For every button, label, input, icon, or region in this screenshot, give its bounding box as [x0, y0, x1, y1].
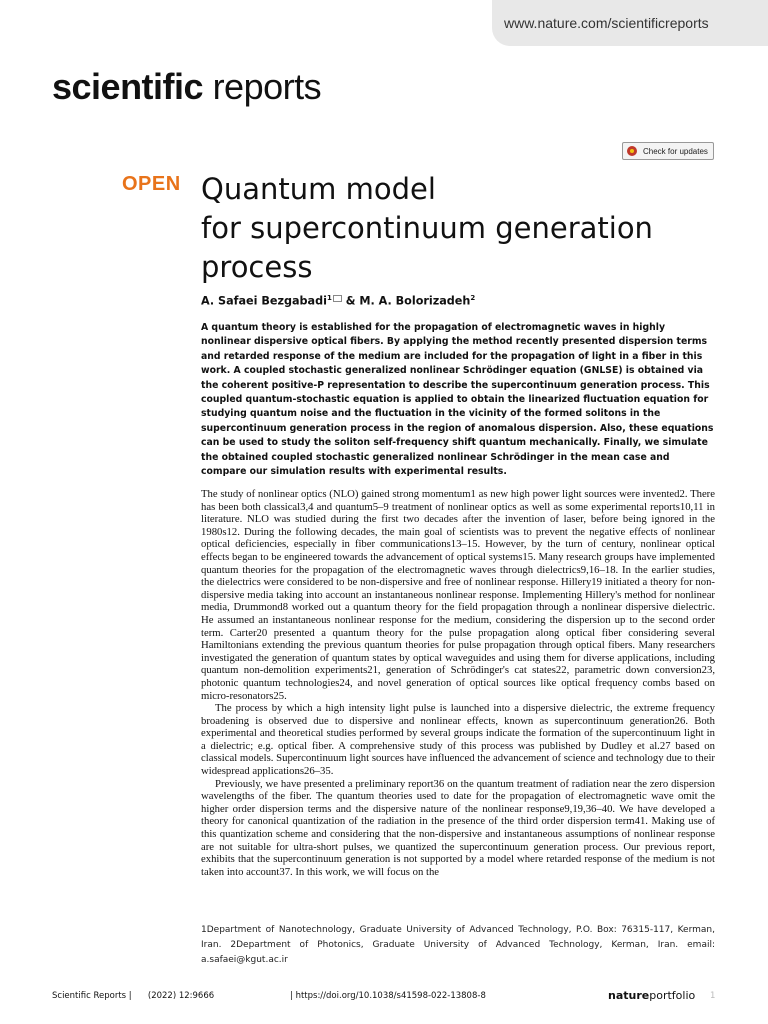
publisher-logo: [608, 989, 695, 1002]
journal-logo-light: reports: [203, 66, 322, 107]
author-name[interactable]: M. A. Bolorizadeh: [359, 294, 471, 308]
publisher-light: portfolio: [649, 989, 696, 1002]
publisher-bold: nature: [608, 989, 650, 1002]
page-number: 1: [710, 991, 716, 1001]
title-line: process: [201, 250, 313, 284]
journal-logo-bold: scientific: [52, 66, 204, 107]
author-name[interactable]: A. Safaei Bezgabadi: [201, 294, 327, 308]
crossmark-icon: [627, 146, 637, 156]
check-for-updates-button[interactable]: [622, 142, 714, 160]
author-list: [201, 294, 475, 308]
page-footer: [52, 989, 716, 1005]
journal-url[interactable]: www.nature.com/scientificreports: [492, 0, 768, 46]
abstract: A quantum theory is established for the propagation of electromagnetic waves in highly nonlinear dispersive optical fibers. By applying the method recently presented dispersion terms and retarded response of the medium are included for the propagation of light in a fiber in this work. A coupled stochastic generalized nonlinear Schrödinger equation (GNLSE) is obtained via the coherent positive-P representation to describe the supercontinuum generation process. This coupled quantum-stochastic equation is applied to obtain the linearized fluctuation equation for studying quantum noise and the fluctuation in the vicinity of the formed solitons in the supercontinuum generation process in the region of anomalous dispersion. Also, these equations can be used to study the soliton self-frequency shift quantum mechanically. Finally, we simulate the obtained coupled stochastic generalized nonlinear Schrödinger in the mean case and compare our simulation results with experimental results.: [201, 322, 714, 478]
footer-journal: Scientific Reports |: [52, 991, 132, 1001]
footer-volume: (2022) 12:9666: [147, 991, 215, 1001]
affiliation-ref: 2: [470, 294, 476, 302]
body-paragraph: Previously, we have presented a preliminary report36 on the quantum treatment of radiation near the zero dispersion wavelengths of the fiber. The quantum theories used to date for the propagation of electromagnetic wave omit the higher order dispersion terms and the dispersive nature of the nonlinear response9,19,36–40. We have developed a theory for canonical quantization of the radiation in the presence of the third order dispersion term41. Making use of this quantization scheme and considering that the non-dispersive and instantaneous assumptions of nonlinear response are not suitable for ultra-short pulses, we quantized the supercontinuum generation process. Our previous report, exhibits that the supercontinuum generation is not supported by a model where retarded response of the medium is not taken into account37. In this work, we will focus on the: [201, 777, 715, 878]
article-title: [201, 170, 721, 287]
footer-doi-link[interactable]: | https://doi.org/10.1038/s41598-022-13808-8: [290, 991, 486, 1001]
affiliation-ref: 1: [326, 294, 332, 302]
envelope-icon[interactable]: [333, 295, 342, 302]
body-paragraph: The study of nonlinear optics (NLO) gained strong momentum1 as new high power light sources were invented2. There has been both classical3,4 and quantum5–9 treatment of nonlinear optics as well as some experimental reports10,11 in literature. NLO was studied during the first two decades after the invention of laser, before being ignored in the 1980s12. During the following decades, the main goal of scientists was to prevent the negative effects of nonlinear optical deficiencies, especially in fiber communications13–15. However, by the turn of century, nonlinear optical effects began to be engineered towards the advancement of optical systems15. Many research groups have implemented quantum theories for the propagation of the electromagnetic waves through dielectrics9,16–18. In the earlier studies, the dielectrics were considered to be non-dispersive and free of nonlinear response. Hillery19 initiated a theory for non-dispersive media taking into account an instantaneous nonlinear response. Implementing Hillery's method for nonlinear media, Drummond8 worked out a quantum theory for the field propagation through a nonlinear dispersive dielectric. He assumed an instantaneous nonlinear response for the medium, considering the dispersion up to the second order term. Carter20 presented a quantum theory for the pulse propagation along optical fiber considering several Hamiltonians extending the previous quantum theories for pulse propagation through optical fibers. Many researchers investigated the generation of quantum states by optical waveguides and using them for diverse applications, including quantum non-demolition experiments21, generation of Schrödinger's cat states22, parametric down conversion23, photonic quantum technologies24, and novel generation of optical sources like optical frequency combs based on micro-resonators25.: [201, 488, 715, 702]
open-access-label: OPEN: [122, 173, 181, 195]
footer-citation: [52, 991, 214, 1001]
title-line: for supercontinuum generation: [201, 211, 653, 245]
check-for-updates-label: Check for updates: [643, 147, 708, 156]
title-line: Quantum model: [201, 172, 436, 206]
journal-logo: [52, 66, 321, 108]
author-separator: &: [341, 294, 360, 308]
body-paragraph: The process by which a high intensity light pulse is launched into a dispersive dielectric, the extreme frequency broadening is observed due to dispersive and nonlinear effects, known as supercontinuum generation26. Both experimental and theoretical studies performed by several groups indicate the formation of the supercontinuum light in a dielectric; e.g. optical fiber. A comprehensive study of this process was published by Dudley et al.27 based on classical models. Supercontinuum light sources have influenced the advancement of science and technology due to their widespread applications26–35.: [201, 702, 715, 778]
affiliations: 1Department of Nanotechnology, Graduate University of Advanced Technology, P.O. Box: 76315-117, Kerman, Iran. 2Department of Photonics, Graduate University of Advanced Technology, Kerman, Iran. email: a.safaei@kgut.ac.ir: [201, 925, 715, 965]
body-text: [201, 488, 715, 878]
